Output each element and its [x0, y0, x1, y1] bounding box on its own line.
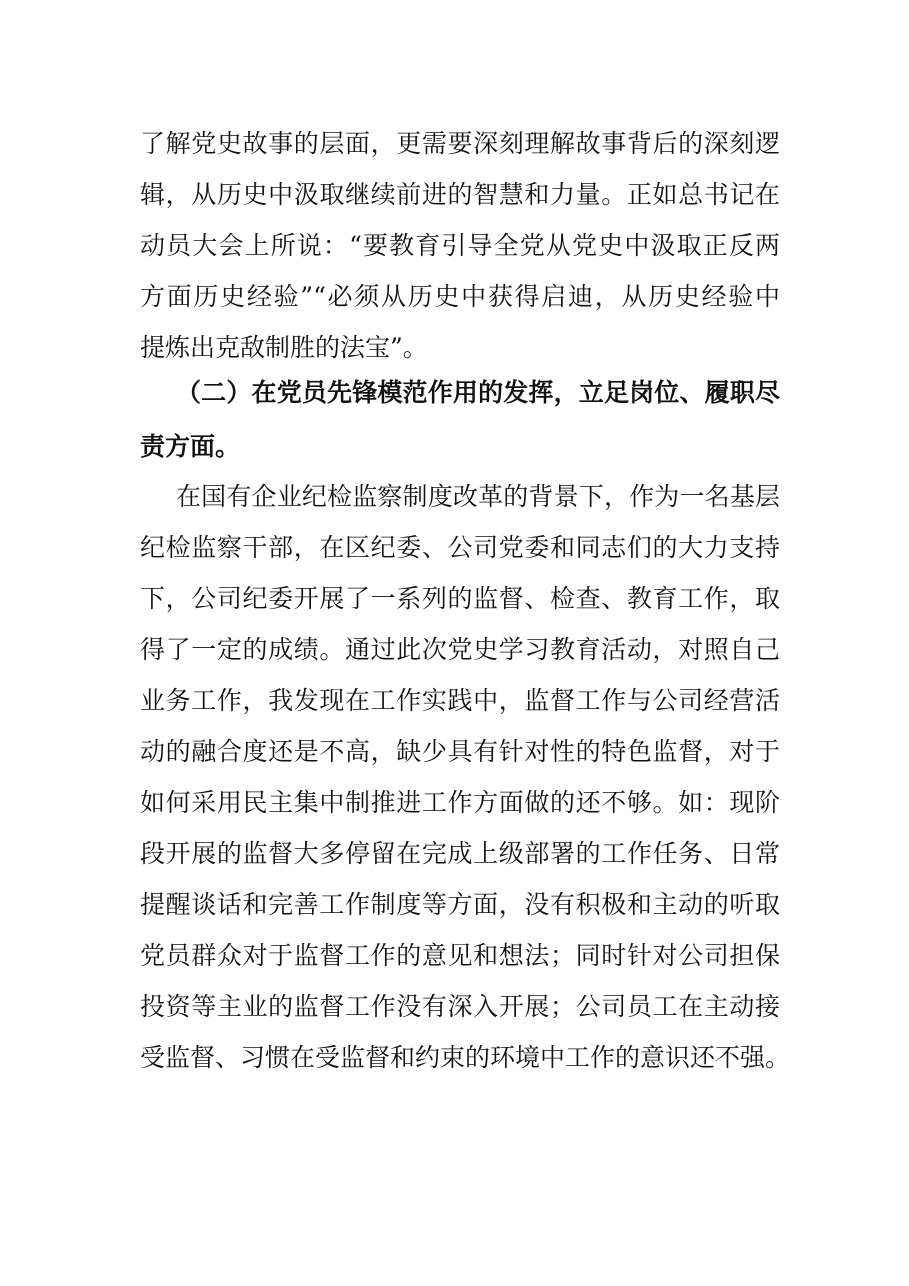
paragraph-line: 动员大会上所说：“要教育引导全党从党史中汲取正反两 [140, 231, 780, 260]
paragraph-line: 段开展的监督大多停留在完成上级部署的工作任务、日常 [140, 839, 780, 868]
paragraph-1 [140, 118, 780, 373]
paragraph-line: 党员群众对于监督工作的意见和想法；同时针对公司担保 [140, 941, 780, 970]
heading-line: （二）在党员先锋模范作用的发挥，立足岗位、履职尽 [176, 378, 780, 407]
paragraph-line: 动的融合度还是不高，缺少具有针对性的特色监督，对于 [140, 737, 780, 766]
paragraph-line: 提醒谈话和完善工作制度等方面，没有积极和主动的听取 [140, 890, 780, 919]
heading-line: 责方面。 [140, 432, 241, 461]
paragraph-line: 得了一定的成绩。通过此次党史学习教育活动，对照自己 [140, 635, 780, 664]
paragraph-line: 了解党史故事的层面，更需要深刻理解故事背后的深刻逻 [140, 129, 780, 158]
paragraph-line: 业务工作，我发现在工作实践中，监督工作与公司经营活 [140, 686, 780, 715]
paragraph-line: 辑，从历史中汲取继续前进的智慧和力量。正如总书记在 [140, 180, 780, 209]
paragraph-line: 如何采用民主集中制推进工作方面做的还不够。如：现阶 [140, 788, 780, 817]
paragraph-line: 下，公司纪委开展了一系列的监督、检查、教育工作，取 [140, 584, 780, 613]
paragraph-line: 提炼出克敌制胜的法宝”。 [140, 333, 428, 362]
paragraph-line: 纪检监察干部，在区纪委、公司党委和同志们的大力支持 [140, 533, 780, 562]
section-heading [140, 366, 780, 474]
paragraph-line: 受监督、习惯在受监督和约束的环境中工作的意识还不强。 [140, 1043, 791, 1072]
paragraph-2 [140, 471, 791, 1083]
paragraph-line: 在国有企业纪检监察制度改革的背景下，作为一名基层 [176, 482, 780, 511]
paragraph-line: 方面历史经验”“必须从历史中获得启迪，从历史经验中 [140, 282, 780, 311]
paragraph-line: 投资等主业的监督工作没有深入开展；公司员工在主动接 [140, 992, 780, 1021]
